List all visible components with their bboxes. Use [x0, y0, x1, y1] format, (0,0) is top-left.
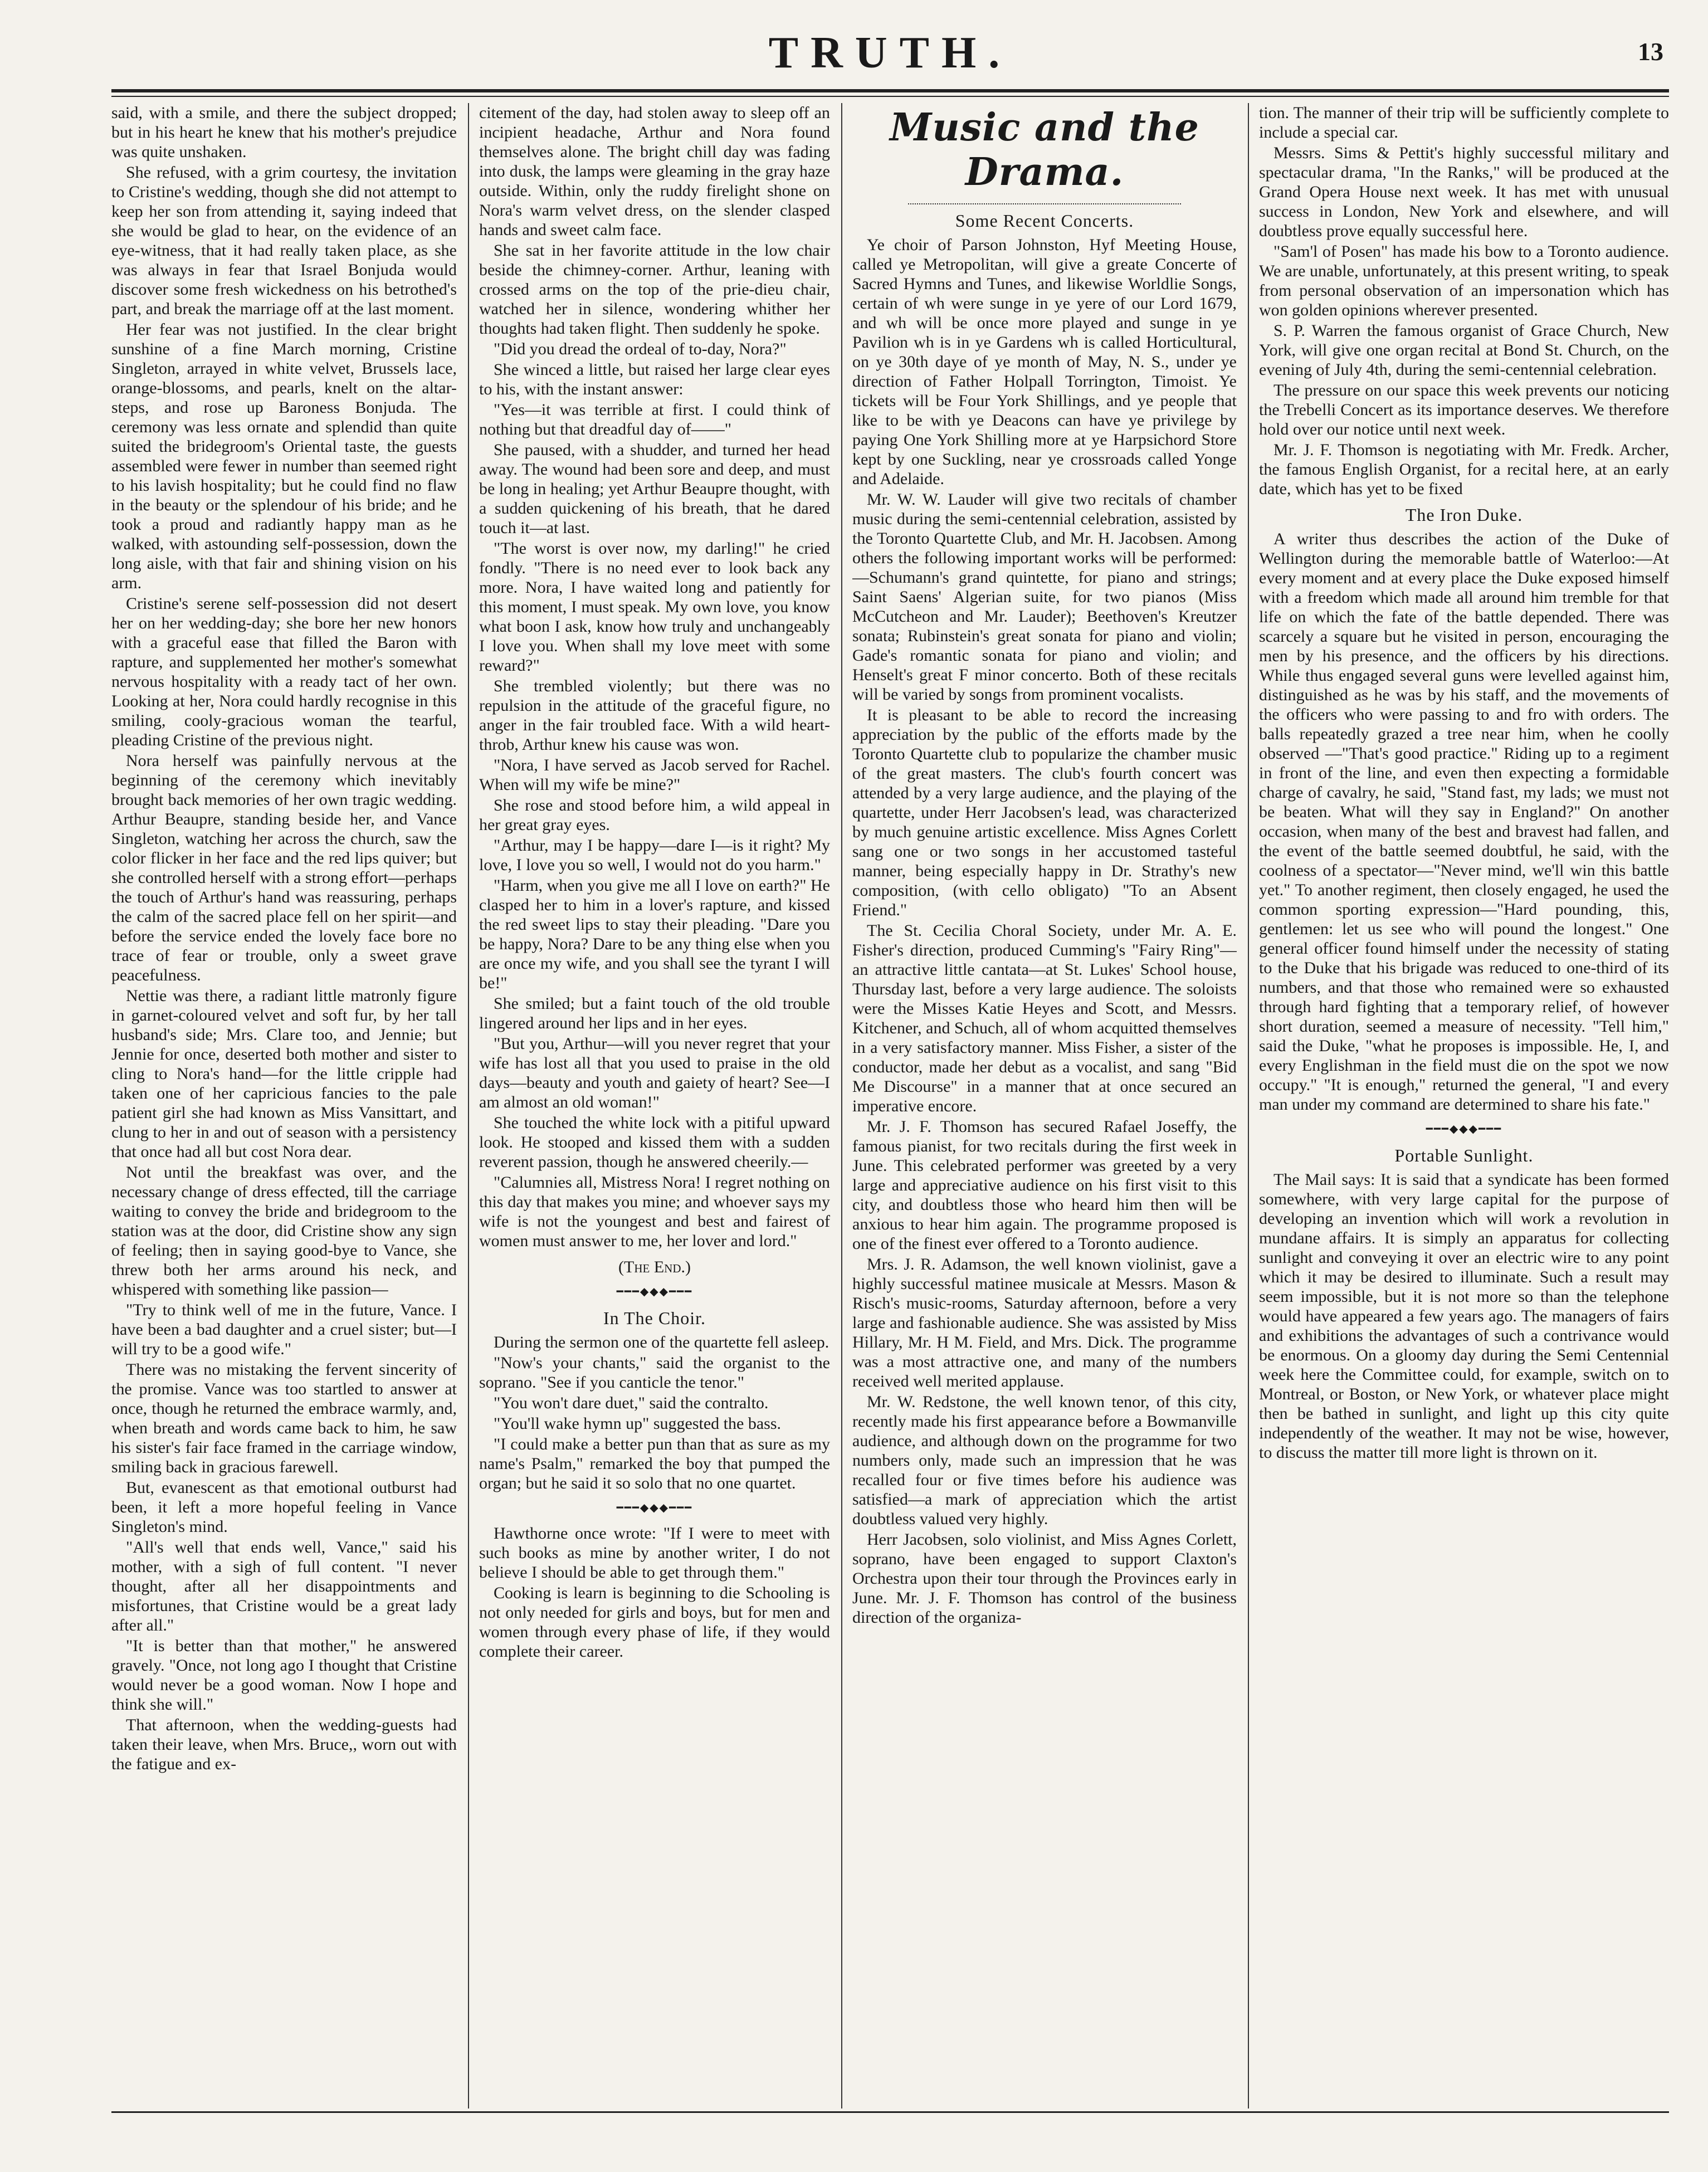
paragraph: "Did you dread the ordeal of to-day, Nora?" [494, 340, 787, 358]
paragraph: Mrs. J. R. Adamson, the well known violinist, gave a highly successful matinee musicale at Messrs. Mason & Risch's music-rooms, Saturday afternoon, before a very large and fashionable audience. She was assisted by Miss Hillary, Mr. H M. Field, and Mrs. Dick. The programme was a most attractive one, and many of the numbers received well merited applause. [852, 1255, 1237, 1390]
paragraph: She sat in her favorite attitude in the low chair beside the chimney-corner. Arthur, leaning with crossed arms on the top of the prie-dieu chair, watched her in silence, wondering whither her thoughts had taken flight. Then suddenly he spoke. [479, 241, 830, 338]
paragraph: There was no mistaking the fervent sincerity of the promise. Vance was too startled to answer at once, though he returned the embrace warmly, and, when breath and words came back to him, he saw his sister's fair face framed in the carriage window, smiling back in gracious farewell. [111, 1360, 457, 1476]
paragraph: Mr. J. F. Thomson has secured Rafael Joseffy, the famous pianist, for two recitals during the first week in June. This celebrated performer was greeted by a very large and appreciative audience on his first visit to this city, and doubtless those who heard him then will be anxious to hear him again. The programme proposed is one of the finest ever offered to a Toronto audience. [852, 1117, 1237, 1253]
paragraph: Nora herself was painfully nervous at the beginning of the ceremony which inevitably brought back memories of her own tragic wedding. Arthur Beaupre, standing beside her, and Vance Singleton, watching her across the church, saw the color flicker in her face and the red lips quiver; but she controlled herself with a strong effort—perhaps the touch of Arthur's hand was reassuring, perhaps the calm of the sacred place fell on her spirit—and before the service ended the lovely face bore no trace of fear or trouble, only a sweet grave peacefulness. [111, 751, 457, 984]
paragraph: She touched the white lock with a pitiful upward look. He stooped and kissed them with a sudden reverent passion, though he answered cheerily.— [479, 1114, 830, 1171]
paragraph: tion. The manner of their trip will be sufficiently complete to include a special car. [1259, 104, 1669, 141]
article-title: The Iron Duke. [1405, 505, 1523, 525]
paragraph: "You'll wake hymn up" suggested the bass. [494, 1414, 781, 1433]
paragraph: A writer thus describes the action of the Duke of Wellington during the memorable battle of Waterloo:—At every moment and at every place the Duke exposed himself with a freedom which made all around him tremble for that life on which the fate of the battle depended. There was scarcely a square but he visited in person, encouraging the men by his presence, and the officers by his directions. While thus engaged several guns were levelled against him, distinguished as he was by his staff, and the movements of the officers who were passing to and fro with orders. The balls repeatedly grazed a tree near him, when he coolly observed —"That's good practice." Riding up to a regiment in front of the line, and even then expecting a formidable charge of cavalry, he said, "Stand fast, my lads; we must not be beaten. What will they say in England?" On another occasion, when many of the best and bravest had fallen, and the event of the battle seemed doubtful, he said, with the coolness of a spectator—"Never mind, we'll win this battle yet." To another regiment, then closely engaged, he used the common sporting expression—"Hard pounding, this, gentlemen: let us see who will pound the longest." One general officer found himself under the necessity of stating to the Duke that his brigade was reduced to one-third of its numbers, and that those who remained were so exhausted through hard fighting that a temporary relief, of however short duration, seemed a measure of necessity. "Tell him," said the Duke, "what he proposes is impossible. He, I, and every Englishman in the field must die on the spot we now occupy." "It is enough," returned the general, "I and every man under my command are determined to share his fate." [1259, 530, 1669, 1114]
paragraph: During the sermon one of the quartette fell asleep. [494, 1333, 829, 1351]
paragraph: She smiled; but a faint touch of the old trouble lingered around her lips and in her eyes. [479, 994, 830, 1032]
paragraph: Nettie was there, a radiant little matronly figure in garnet-coloured velvet and soft fur, by her tall husband's side; Mrs. Clare too, and Jennie; but Jennie for once, deserted both mother and sister to cling to Nora's hand—for the little cripple had taken one of her capricious fancies to the pale patient girl she had known as Miss Vansittart, and clung to her in and out of season with a persistency that once had all but cost Nora dear. [111, 987, 457, 1161]
ornamental-rule: ━━━◆◆◆━━━ [1426, 1123, 1502, 1135]
paragraph: "You won't dare duet," said the contralto. [494, 1394, 769, 1412]
column-2 [479, 103, 830, 2108]
paragraph: Messrs. Sims & Pettit's highly successful military and spectacular drama, "In the Ranks," will be produced at the Grand Opera House next week. It has met with unusual success in London, New York and elsewhere, and will doubtless prove equally successful here. [1259, 144, 1669, 240]
footer-rule [111, 2111, 1669, 2113]
paragraph: The St. Cecilia Choral Society, under Mr. A. E. Fisher's direction, produced Cumming's "Fairy Ring"—an attractive little cantata—at St. Lukes' School house, Thursday last, before a very large audience. The soloists were the Misses Katie Heyes and Scott, and Messrs. Kitchener, and Schuch, all of whom acquitted themselves in a very satisfactory manner. Miss Fisher, a sister of the conductor, made her debut as a vocalist, and sang "Bid Me Discourse" in a manner that at once secured an imperative encore. [852, 921, 1237, 1115]
paragraph: She trembled violently; but there was no repulsion in the attitude of the graceful figure, no anger in the fair troubled face. With a wild heart-throb, Arthur knew his cause was won. [479, 677, 830, 754]
paragraph: The Mail says: It is said that a syndicate has been formed somewhere, with very large capital for the purpose of developing an invention which will work a revolution in mundane affairs. It is simply an apparatus for collecting sunlight and conveying it over an electric wire to any point which it may be desired to illuminate. Such a result may seem impossible, but it is not more so than the telephone would have appeared a few years ago. The managers of fairs and exhibitions the advantages of such a contrivance would be enormous. On a gloomy day during the Semi Centennial week here the Committee could, for example, switch on to Montreal, or Boston, or New York, or whatever place might then be bathed in sunlight, and light up this city quite independently of the weather. It may not be wise, however, to discuss the matter till more light is thrown on it. [1259, 1170, 1669, 1462]
paragraph: "It is better than that mother," he answered gravely. "Once, not long ago I thought that Cristine would never be a good woman. Now I hope and think she will." [111, 1637, 457, 1714]
story-end-mark: (The End.) [618, 1258, 691, 1276]
paragraph: "Yes—it was terrible at first. I could think of nothing but that dreadful day of——" [479, 401, 830, 438]
paragraph: "I could make a better pun than that as sure as my name's Psalm," remarked the boy that pumped the organ; but he said it so solo that no one quartet. [479, 1435, 830, 1492]
paragraph: "But you, Arthur—will you never regret that your wife has lost all that you used to praise in the old days—beauty and youth and gaiety of heart? See—I am almost an old woman!" [479, 1034, 830, 1111]
section-title: Music and the Drama. [890, 105, 1199, 194]
paragraph: Herr Jacobsen, solo violinist, and Miss Agnes Corlett, soprano, have been engaged to support Claxton's Orchestra upon their tour through the Provinces early in June. Mr. J. F. Thomson has control of the business direction of the organiza- [852, 1530, 1237, 1627]
paragraph: "Sam'l of Posen" has made his bow to a Toronto audience. We are unable, unfortunately, at this present writing, to speak from personal observation of an impersonation which has won golden opinions wherever presented. [1259, 242, 1669, 319]
masthead: TRUTH. [768, 28, 1012, 77]
paragraph: Mr. J. F. Thomson is negotiating with Mr. Fredk. Archer, the famous English Organist, for a recital here, at an early date, which has yet to be fixed [1259, 441, 1669, 498]
article-title: Some Recent Concerts. [955, 211, 1134, 231]
paragraph: "All's well that ends well, Vance," said his mother, with a sigh of full content. "I never thought, after all her disappointments and misfortunes, that Cristine would be a great lady after all." [111, 1538, 457, 1634]
paragraph: "The worst is over now, my darling!" he cried fondly. "There is no need ever to look back any more. Nora, I have waited long and patiently for this moment, I must speak. My own love, you know what boon I ask, know how truly and unchangeably I love you. When shall my love meet with some reward?" [479, 539, 830, 675]
paragraph: It is pleasant to be able to record the increasing appreciation by the public of the efforts made by the Toronto Quartette club to popularize the chamber music of the great masters. The club's fourth concert was attended by a very large audience, and the playing of the quartette, under Herr Jacobsen's lead, was characterized by much genuine artistic excellence. Miss Agnes Corlett sang one or two songs in her accustomed tasteful manner, being especially happy in Dr. Strathy's new composition, (with cello obligato) "To an Absent Friend." [852, 706, 1237, 919]
article-title: In The Choir. [603, 1308, 706, 1328]
paragraph: She refused, with a grim courtesy, the invitation to Cristine's wedding, though she did not attempt to keep her son from attending it, saying indeed that she would be glad to hear, on the evidence of an eye-witness, that it had really taken place, as she was always in fear that Israel Bonjuda would discover some fresh wickedness on his betrothed's part, and break the marriage off at the last moment. [111, 163, 457, 318]
paragraph: Mr. W. Redstone, the well known tenor, of this city, recently made his first appearance before a Bowmanville audience, and although down on the programme for two numbers only, made such an impression that he was recalled four or five times before his audience was satisfied—a mark of appreciation which the artist doubtless valued very highly. [852, 1393, 1237, 1528]
columns [111, 103, 1669, 2108]
paragraph: She rose and stood before him, a wild appeal in her great gray eyes. [479, 796, 830, 834]
paragraph: S. P. Warren the famous organist of Grace Church, New York, will give one organ recital at Bond St. Church, on the evening of July 4th, during the semi-centennial celebration. [1259, 321, 1669, 379]
paragraph: "Now's your chants," said the organist to the soprano. "See if you canticle the tenor." [479, 1354, 830, 1392]
paragraph: Cristine's serene self-possession did not desert her on her wedding-day; she bore her new honors with a graceful ease that filled the Baron with rapture, and supplemented her mother's somewhat nervous hospitality with a ready tact of her own. Looking at her, Nora could hardly recognise in this smiling, cooly-gracious woman the tearful, pleading Cristine of the previous night. [111, 594, 457, 749]
paragraph: Cooking is learn is beginning to die Schooling is not only needed for girls and boys, but for men and women through every phase of life, if they would complete their career. [479, 1584, 830, 1661]
paragraph: But, evanescent as that emotional outburst had been, it left a more hopeful feeling in Vance Singleton's mind. [111, 1478, 457, 1536]
paragraph: Hawthorne once wrote: "If I were to meet with such books as mine by another writer, I do not believe I should be able to get through them." [479, 1524, 830, 1582]
paragraph: Not until the breakfast was over, and the necessary change of dress effected, till the carriage waiting to convey the bride and bridegroom to the station was at the door, did Cristine show any sign of feeling; then in saying good-bye to Vance, she threw both her arms around his neck, and whispered with something like passion— [111, 1163, 457, 1299]
paragraph: "Nora, I have served as Jacob served for Rachel. When will my wife be mine?" [479, 756, 830, 794]
paragraph: "Calumnies all, Mistress Nora! I regret nothing on this day that makes you mine; and whoever says my wife is not the youngest and best and fairest of women must answer to me, her lover and lord." [479, 1173, 830, 1250]
ornamental-rule: ━━━◆◆◆━━━ [616, 1286, 693, 1298]
wavy-rule [908, 199, 1181, 204]
paragraph: "Arthur, may I be happy—dare I—is it right? My love, I love you so well, I would not do you harm." [479, 836, 830, 874]
paragraph: "Try to think well of me in the future, Vance. I have been a bad daughter and a cruel sister; but—I will try to be a good wife." [111, 1301, 457, 1358]
column-4 [1259, 103, 1669, 2108]
page-header [111, 22, 1669, 89]
page-number: 13 [1638, 37, 1663, 66]
paragraph: Mr. W. W. Lauder will give two recitals of chamber music during the semi-centennial celebration, assisted by the Toronto Quartette Club, and Mr. H. Jacobsen. Among others the following important works will be performed:—Schumann's grand quintette, for piano and strings; Saint Saens' Algerian suite, for two pianos (Miss McCutcheon and Mr. Lauder); Beethoven's Kreutzer sonata; Rubinstein's great sonata for piano and violin; Gade's romantic sonata for piano and violin; and Henselt's great F minor concerto. Both of these recitals will be varied by songs from prominent vocalists. [852, 490, 1237, 704]
paragraph: said, with a smile, and there the subject dropped; but in his heart he knew that his mother's prejudice was quite unshaken. [111, 104, 457, 161]
paragraph: She paused, with a shudder, and turned her head away. The wound had been sore and deep, and must be long in healing; yet Arthur Beaupre thought, with a sudden quickening of his breath, that he dared touch it—at last. [479, 441, 830, 537]
paragraph: The pressure on our space this week prevents our noticing the Trebelli Concert as its importance deserves. We therefore hold over our notice until next week. [1259, 381, 1669, 438]
column-1 [111, 103, 457, 2108]
header-rule-thin [111, 96, 1669, 97]
paragraph: Ye choir of Parson Johnston, Hyf Meeting House, called ye Metropolitan, will give a greate Concerte of Sacred Hymns and Tunes, and likewise Worldlie Songs, certain of wh were sunge in ye yere of our Lord 1679, and wh will be once more played and sunge in ye Pavilion wh is in ye Gardens wh is called Horticultural, on ye 30th daye of ye month of May, N. S., under ye direction of Father Holpall Torrington, Timoist. Ye tickets will be Four York Shillings, and ye people that like to be with ye Deacons can have ye privilege by paying One York Shilling more at ye Harpsichord Store kept by one Suckling, near ye crossroads called Yonge and Adelaide. [852, 236, 1237, 488]
ornamental-rule: ━━━◆◆◆━━━ [616, 1502, 693, 1514]
article-title: Portable Sunlight. [1394, 1145, 1534, 1165]
paragraph: "Harm, when you give me all I love on earth?" He clasped her to him in a lover's rapture, and kissed the red sweet lips to stay their pleading. "Dare you be happy, Nora? Dare to be any thing else when you are once my wife, and you shall see the tyrant I will be!" [479, 876, 830, 992]
paragraph: That afternoon, when the wedding-guests had taken their leave, when Mrs. Bruce,, worn out with the fatigue and ex- [111, 1716, 457, 1773]
column-3 [852, 103, 1237, 2108]
header-rule [111, 89, 1669, 92]
paragraph: citement of the day, had stolen away to sleep off an incipient headache, Arthur and Nora found themselves alone. The bright chill day was fading into dusk, the lamps were gleaming in the gray haze outside. Within, only the ruddy firelight shone on Nora's warm velvet dress, on the slender clasped hands and sweet calm face. [479, 104, 830, 239]
paragraph: Her fear was not justified. In the clear bright sunshine of a fine March morning, Cristine Singleton, arrayed in white velvet, Brussels lace, orange-blossoms, and pearls, knelt on the altar-steps, and rose up Baroness Bonjuda. The ceremony was less ornate and splendid than quite suited the bridegroom's Oriental taste, the guests assembled were fewer in number than seemed right to his lavish hospitality; but he could find no flaw in the beauty or the splendour of his bride; and he took a proud and radiantly happy man as he walked, with astounding self-possession, down the long aisle, with that fair and shining vision on his arm. [111, 320, 457, 592]
paragraph: She winced a little, but raised her large clear eyes to his, with the instant answer: [479, 360, 830, 398]
